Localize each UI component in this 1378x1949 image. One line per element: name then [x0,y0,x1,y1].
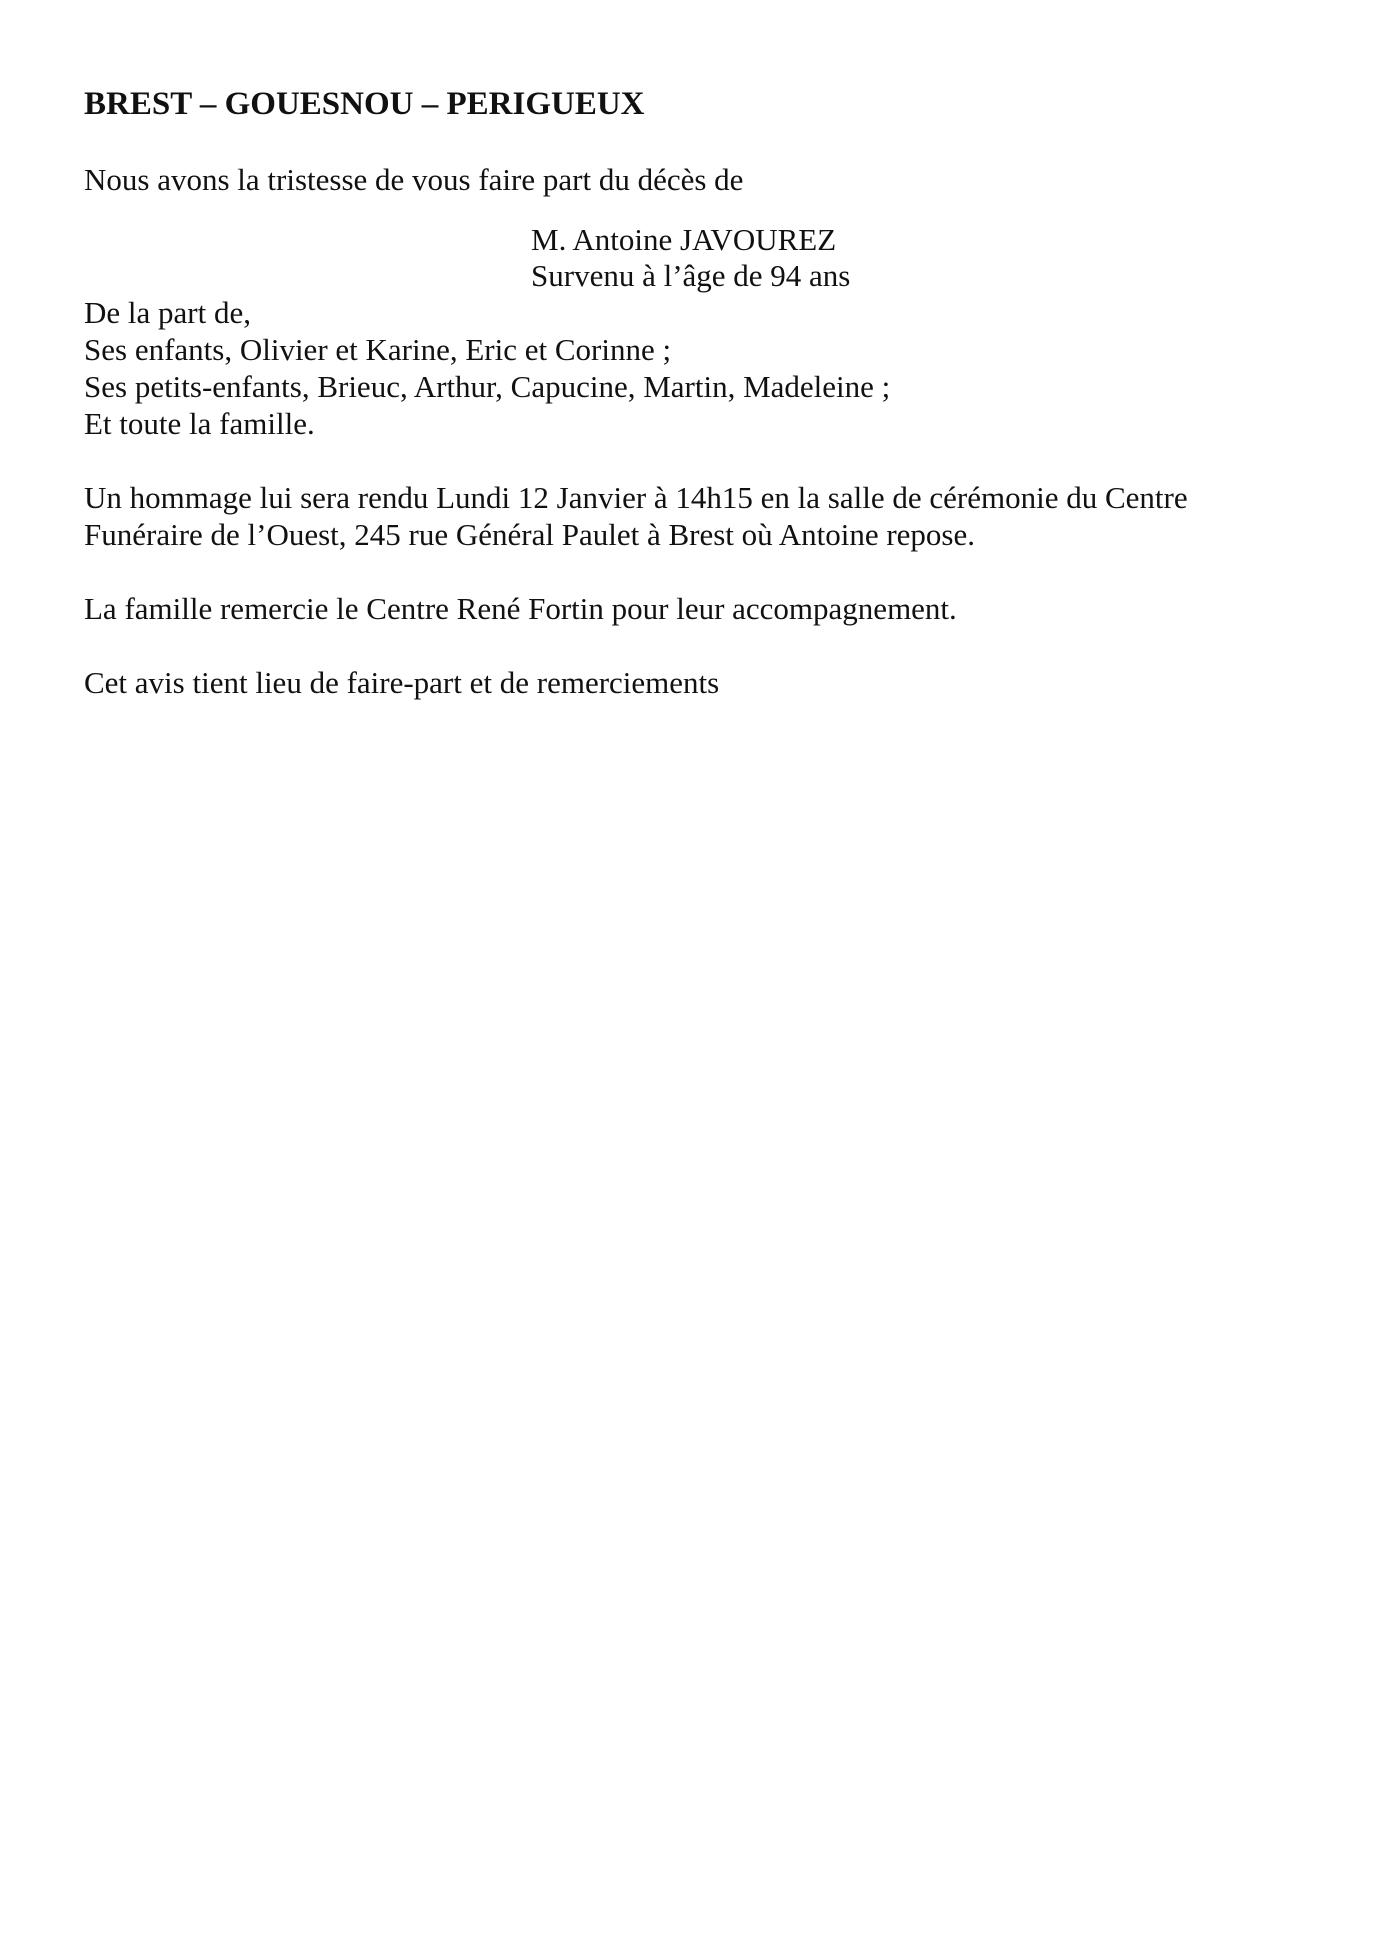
deceased-name: M. Antoine JAVOUREZ [531,222,837,257]
thanks-paragraph [84,590,1304,627]
deceased-block [531,222,1304,294]
family-line: De la part de, [84,295,251,330]
thanks-line: La famille remercie le Centre René Fortin pour leur accompagnement. [84,591,957,626]
ceremony-line: Funéraire de l’Ouest, 245 rue Général Paulet à Brest où Antoine repose. [84,517,975,552]
closing-paragraph [84,664,1304,701]
intro-line: Nous avons la tristesse de vous faire part du décès de [84,162,744,197]
closing-line: Cet avis tient lieu de faire-part et de remerciements [84,665,720,700]
family-line: Ses petits-enfants, Brieuc, Arthur, Capucine, Martin, Madeleine ; [84,369,891,404]
deceased-age: Survenu à l’âge de 94 ans [531,258,851,293]
ceremony-paragraph [84,479,1304,553]
ceremony-line: Un hommage lui sera rendu Lundi 12 Janvier à 14h15 en la salle de cérémonie du Centre [84,480,1188,515]
family-block [84,294,1304,442]
family-line: Et toute la famille. [84,406,315,441]
obituary-notice [84,84,1304,701]
notice-title: BREST – GOUESNOU – PERIGUEUX [84,86,645,122]
family-line: Ses enfants, Olivier et Karine, Eric et Corinne ; [84,332,672,367]
